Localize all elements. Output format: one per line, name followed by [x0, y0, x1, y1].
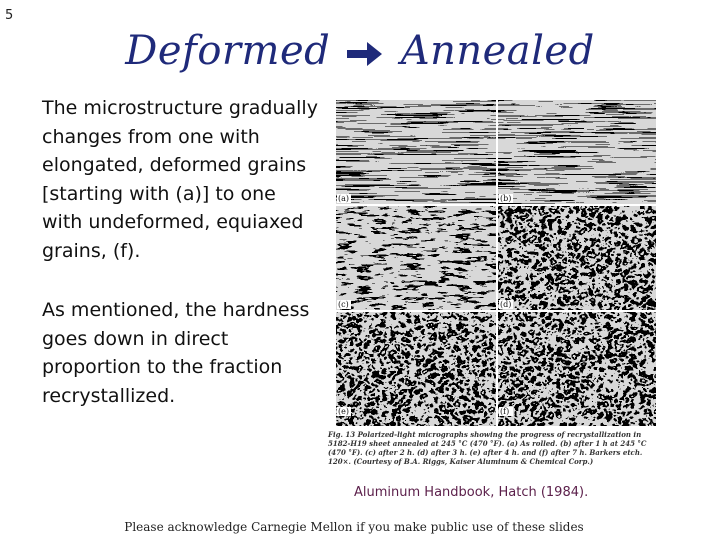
panel-label-d [499, 300, 513, 309]
svg-text:(a): (a) [338, 194, 350, 203]
panel-d [498, 206, 656, 310]
figure-caption: Fig. 13 Polarized-light micrographs showing the progress of recrystallization in 5182-H19 sheet annealed at 245 °C (470 °F). (a) As rolled. (b) after 1 h at 245 °C (470 °F). (c) after 2 h. (d) after 3 h. (e) after 4 h. and (f) after 7 h. Barkers etch. 120×. (Courtesy of B.A. Riggs, Kaiser Aluminum & Chemical Corp.) [328, 430, 647, 466]
svg-text:(b): (b) [500, 194, 512, 203]
footer-acknowledgement [0, 520, 720, 534]
body-paragraph-2: As mentioned, the hardness goes down in direct proportion to the fraction recrystallized. [42, 299, 310, 407]
slide-number: 5 [5, 8, 14, 23]
panel-b [498, 100, 656, 204]
svg-text:(d): (d) [500, 300, 512, 309]
panel-label-b [499, 194, 513, 203]
panel-f [498, 312, 656, 426]
footer-text: Please acknowledge Carnegie Mellon if you make public use of these slides [124, 520, 584, 534]
panel-c [336, 206, 496, 310]
slide-title [0, 28, 720, 74]
panel-label-e [337, 407, 351, 416]
body-paragraph-1: The microstructure gradually changes from one with elongated, deformed grains [starting with (a)] to one with undeformed, equiaxed grains, (f). [42, 97, 318, 262]
title-left: Deformed [125, 28, 331, 74]
title-right: Annealed [400, 28, 595, 74]
svg-text:(f): (f) [500, 407, 510, 416]
panel-a [336, 100, 496, 204]
source-citation: Aluminum Handbook, Hatch (1984). [354, 485, 589, 500]
panel-e [336, 312, 496, 426]
svg-text:(c): (c) [338, 300, 349, 309]
svg-text:(e): (e) [338, 407, 349, 416]
panel-label-a [337, 194, 351, 203]
right-arrow-icon [347, 41, 383, 67]
micrograph-figure [322, 94, 658, 474]
panel-label-f [499, 407, 513, 416]
micrograph-image [322, 94, 658, 430]
panel-label-c [337, 300, 351, 309]
